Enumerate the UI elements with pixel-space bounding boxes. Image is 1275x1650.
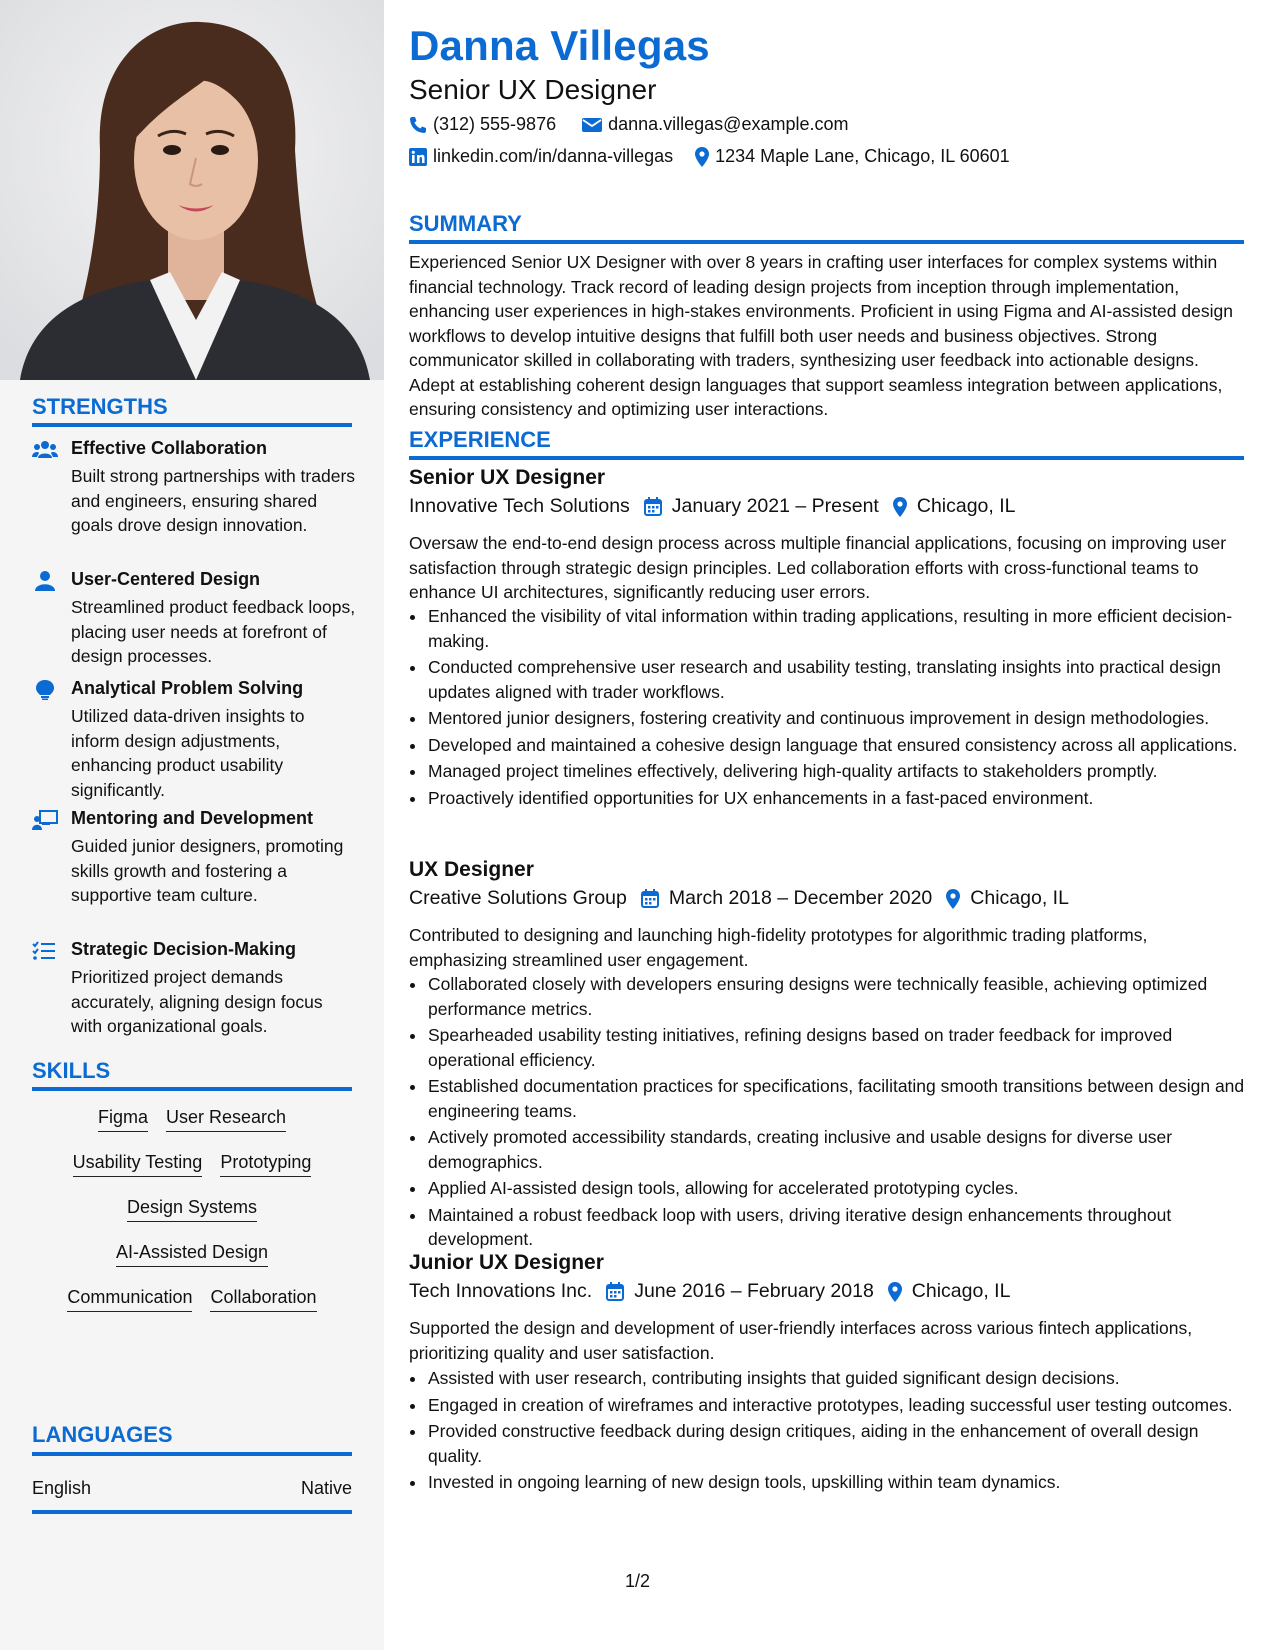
contact-row — [409, 146, 1010, 167]
job-description: Contributed to designing and launching high-fidelity prototypes for algorithmic trading platforms, emphasizing streamlined user engagement. — [409, 925, 1148, 970]
bullet-item: • Proactively identified opportunities for UX enhancements in a fast-paced environment. — [427, 786, 1249, 811]
skill-tag: Prototyping — [220, 1152, 311, 1177]
skill-tag: User Research — [166, 1107, 286, 1132]
language-level: Native — [300, 1478, 352, 1498]
bullet-item: • Conducted comprehensive user research and usability testing, translating insights into practical design updates aligned with trader workflows. — [427, 655, 1249, 704]
bullet-item: • Provided constructive feedback during design critiques, aiding in the enhancement of overall design quality. — [427, 1419, 1249, 1468]
summary-rule — [409, 240, 1244, 244]
job-meta — [409, 1280, 1010, 1303]
user-icon — [32, 571, 58, 593]
strength-title: Strategic Decision-Making — [71, 939, 297, 959]
job-location: Chicago, IL — [911, 1280, 1011, 1302]
bullet-item: • Enhanced the visibility of vital information within trading applications, resulting in more efficient decision-making. — [427, 604, 1249, 653]
skill-tag: AI-Assisted Design — [116, 1242, 268, 1267]
skills-heading: SKILLS — [32, 1058, 111, 1083]
experience-heading: EXPERIENCE — [409, 427, 551, 452]
location-pin-icon — [893, 497, 907, 517]
job-title: Junior UX Designer — [409, 1251, 604, 1274]
bullet-item: • Engaged in creation of wireframes and interactive prototypes, leading successful user testing outcomes. — [427, 1393, 1249, 1418]
profile-photo — [0, 0, 384, 380]
bullet-item: • Assisted with user research, contributing insights that guided significant design decisions. — [427, 1366, 1249, 1391]
bullet-item: • Applied AI-assisted design tools, allowing for accelerated prototyping cycles. — [427, 1176, 1249, 1201]
language-name: English — [32, 1478, 92, 1498]
job-meta — [409, 887, 1069, 910]
skills-rule — [32, 1087, 352, 1091]
strength-title: Mentoring and Development — [71, 808, 314, 828]
skill-tag: Usability Testing — [73, 1152, 203, 1177]
strength-text: Guided junior designers, promoting skills growth and fostering a supportive team culture. — [71, 836, 344, 905]
strength-text: Streamlined product feedback loops, placing user needs at forefront of design processes. — [71, 597, 356, 666]
job-description: Supported the design and development of user-friendly interfaces across various fintech applications, prioritizing quality and user satisfaction. — [409, 1318, 1193, 1363]
job-dates: January 2021 – Present — [671, 495, 879, 517]
bullet-item: • Mentored junior designers, fostering creativity and continuous improvement in design methodologies. — [427, 706, 1249, 731]
company: Tech Innovations Inc. — [409, 1280, 593, 1302]
job-dates: March 2018 – December 2020 — [668, 887, 933, 909]
job-description: Oversaw the end-to-end design process across multiple financial applications, focusing on improving user satisfaction through strategic design principles. Led collaboration efforts with cross-functional teams to enhance UI architectures, significantly reducing user errors. — [409, 533, 1227, 602]
skill-tag: Figma — [98, 1107, 148, 1132]
strength-title: Effective Collaboration — [71, 438, 268, 458]
bullet-item: • Maintained a robust feedback loop with users, driving iterative design enhancements throughout development. — [427, 1203, 1249, 1252]
skills-row — [32, 1197, 352, 1222]
job-location: Chicago, IL — [916, 495, 1016, 517]
job-bullets — [409, 1366, 1249, 1497]
skills-row — [32, 1107, 352, 1132]
candidate-name: Danna Villegas — [409, 22, 710, 69]
strength-text: Prioritized project demands accurately, aligning design focus with organizational goals. — [71, 967, 323, 1036]
skills-row — [32, 1242, 352, 1267]
candidate-title: Senior UX Designer — [409, 74, 657, 105]
calendar-icon — [644, 497, 662, 516]
bullet-item: • Collaborated closely with developers ensuring designs were technically feasible, achieving optimized performance metrics. — [427, 972, 1249, 1021]
job-bullets — [409, 604, 1249, 812]
skills-row — [32, 1152, 352, 1177]
summary-text: Experienced Senior UX Designer with over 8 years in crafting user interfaces for complex systems within financial technology. Track record of leading design projects from inception through implementation, enhancing user experiences in high-stakes environments. Proficient in using Figma and AI-assisted design workflows to develop intuitive designs that fulfill both user needs and business objectives. Strong communicator skilled in collaborating with traders, synthesizing user feedback into actionable designs. Adept at establishing coherent design languages that support seamless integration between applications, ensuring consistency and optimizing user interactions. — [409, 252, 1233, 419]
bullet-item: • Invested in ongoing learning of new design tools, upskilling within team dynamics. — [427, 1470, 1249, 1495]
skill-tag: Design Systems — [127, 1197, 257, 1222]
job-title: Senior UX Designer — [409, 466, 606, 489]
strengths-heading: STRENGTHS — [32, 394, 168, 419]
job-location: Chicago, IL — [970, 887, 1069, 909]
users-icon — [32, 440, 58, 462]
teacher-icon — [32, 810, 58, 832]
address: 1234 Maple Lane, Chicago, IL 60601 — [715, 146, 1010, 166]
job-dates: June 2016 – February 2018 — [634, 1280, 874, 1302]
strengths-rule — [32, 423, 352, 427]
languages-heading: LANGUAGES — [32, 1422, 173, 1447]
lightbulb-icon — [32, 680, 58, 702]
summary-heading: SUMMARY — [409, 211, 522, 236]
page-number: 1/2 — [625, 1571, 651, 1591]
bullet-item: • Developed and maintained a cohesive design language that ensured consistency across all applications. — [427, 733, 1249, 758]
bullet-item: • Actively promoted accessibility standards, creating inclusive and usable designs for diverse user demographics. — [427, 1125, 1249, 1174]
location-pin-icon — [946, 889, 960, 909]
strength-text: Utilized data-driven insights to inform design adjustments, enhancing product usability significantly. — [71, 706, 305, 800]
contact-row — [409, 114, 849, 135]
bullet-item: • Established documentation practices for specifications, facilitating smooth transitions between design and engineering teams. — [427, 1074, 1249, 1123]
language-level-bar — [32, 1510, 352, 1514]
language-row — [32, 1478, 352, 1499]
experience-rule — [409, 456, 1244, 460]
list-check-icon — [32, 941, 58, 963]
bullet-item: • Spearheaded usability testing initiatives, refining designs based on trader feedback for improved operational efficiency. — [427, 1023, 1249, 1072]
location-pin-icon — [695, 147, 709, 167]
phone-number[interactable]: (312) 555-9876 — [433, 114, 557, 134]
strength-text: Built strong partnerships with traders and engineers, ensuring shared goals drove design innovation. — [71, 466, 356, 535]
sidebar — [0, 0, 384, 1650]
calendar-icon — [641, 889, 659, 908]
company: Innovative Tech Solutions — [409, 495, 630, 517]
strength-title: User-Centered Design — [71, 569, 261, 589]
phone-icon — [409, 116, 427, 134]
job-bullets — [409, 972, 1249, 1254]
bullet-item: • Managed project timelines effectively, delivering high-quality artifacts to stakeholders promptly. — [427, 759, 1249, 784]
skills-row — [32, 1287, 352, 1312]
job-title: UX Designer — [409, 858, 534, 881]
linkedin-link[interactable]: linkedin.com/in/danna-villegas — [433, 146, 674, 166]
linkedin-icon — [409, 148, 427, 166]
email-link[interactable]: danna.villegas@example.com — [608, 114, 849, 134]
strength-title: Analytical Problem Solving — [71, 678, 304, 698]
languages-rule — [32, 1452, 352, 1456]
company: Creative Solutions Group — [409, 887, 627, 909]
mail-icon — [582, 117, 602, 133]
job-meta — [409, 495, 1016, 518]
skill-tag: Communication — [67, 1287, 192, 1312]
location-pin-icon — [888, 1282, 902, 1302]
calendar-icon — [606, 1282, 624, 1301]
skill-tag: Collaboration — [210, 1287, 316, 1312]
